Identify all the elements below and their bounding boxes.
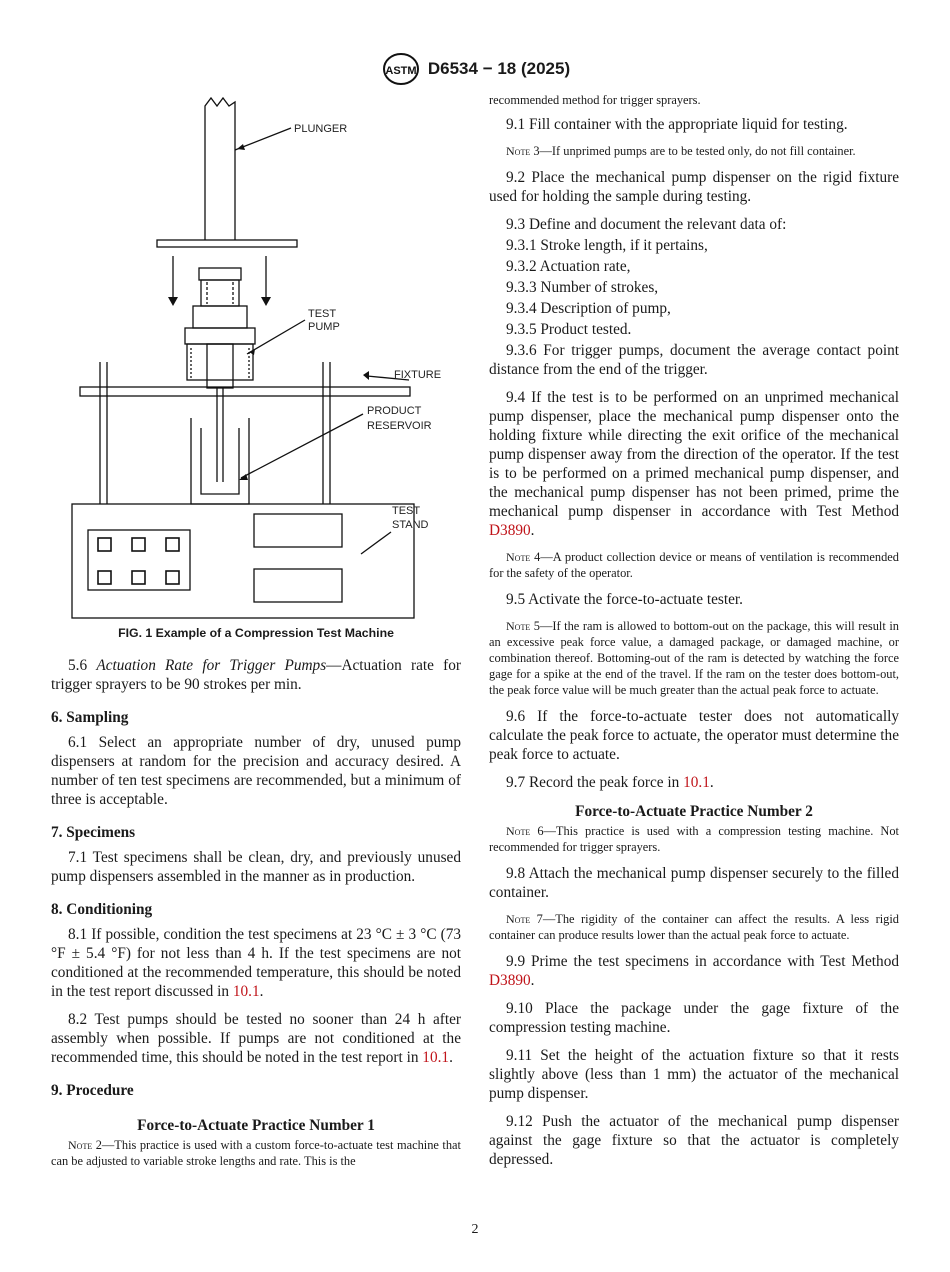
note-2-continued: recommended method for trigger sprayers. [489,93,701,107]
label-fixture: FIXTURE [394,369,442,381]
section-9-3-3: 9.3.3 Number of strokes, [506,279,659,296]
note-7: Note 7—The rigidity of the container can affect the results. A less rigid container can produce results lower than the actual peak force to actuate. [489,912,899,942]
label-stand-2: STAND [392,519,429,531]
label-reservoir-1: PRODUCT [367,405,422,417]
section-6-1: 6.1 Select an appropriate number of dry, unused pump dispensers at random for the precision and accuracy desired. A number of ten test specimens are recommended, but a minimum of three is acceptable. [51,734,461,808]
label-reservoir-2: RESERVOIR [367,420,432,432]
section-9-3-5: 9.3.5 Product tested. [506,321,632,338]
stand-button [166,538,179,551]
link-10-1[interactable]: 10.1 [232,983,260,1000]
label-test-pump-1: TEST [308,308,337,320]
note-5: Note 5—If the ram is allowed to bottom-out on the package, this will result in an excessive peak force value, a damaged package, or damaged machine, or combination thereof. Bottoming-out of the ram is detected by watching the force gage for a spike at the end of the travel. If the ram on the tester does bottom-out, the peak force value will be much greater than the actual peak force to actuate. [489,619,899,697]
stand-button [98,538,111,551]
astm-logo [380,52,422,86]
link-10-1[interactable]: 10.1 [422,1049,450,1066]
section-9-10: 9.10 Place the package under the gage fixture of the compression testing machine. [489,1000,899,1036]
section-9-11: 9.11 Set the height of the actuation fixture so that it rests slightly above (less than 1 mm) the actuator of the mechanical pump dispenser. [489,1047,899,1102]
section-5-6: 5.6 Actuation Rate for Trigger Pumps—Actuation rate for trigger sprayers to be 90 strokes per min. [51,657,461,693]
section-7-1: 7.1 Test specimens shall be clean, dry, and previously unused pump dispensers assembled in the manner as in production. [51,849,461,885]
section-9-3-2: 9.3.2 Actuation rate, [506,258,631,275]
compression-machine-diagram [51,92,461,622]
link-d3890[interactable]: D3890 [489,522,531,539]
section-9-3-6: 9.3.6 For trigger pumps, document the average contact point distance from the end of the trigger. [489,342,899,378]
section-9-5: 9.5 Activate the force-to-actuate tester. [506,591,743,608]
label-test-pump-2: PUMP [308,321,340,333]
label-plunger: PLUNGER [294,123,348,135]
section-9-3-4: 9.3.4 Description of pump, [506,300,671,317]
right-column [489,92,899,1178]
heading-sampling: 6. Sampling [51,709,129,726]
figure-caption: FIG. 1 Example of a Compression Test Machine [118,626,394,640]
note-4: Note 4—A product collection device or means of ventilation is recommended for the safety of the operator. [489,550,899,580]
heading-specimens: 7. Specimens [51,824,136,841]
section-9-4: 9.4 If the test is to be performed on an unprimed mechanical pump dispenser, place the mechanical pump dispenser onto the holding fixture while directing the exit orifice of the mechanical pump dispenser away from the direction of the operator. If the test is to be performed on a primed mechanical pump dispenser, and the mechanical pump dispenser has not been primed, prime the mechanical pump dispenser in accordance with Test Method D3890. [489,389,899,539]
link-d3890[interactable]: D3890 [489,972,531,989]
stand-button [98,571,111,584]
page-number: 2 [471,1222,479,1237]
section-9-6: 9.6 If the force-to-actuate tester does not automatically calculate the peak force to actuate, the operator must determine the peak force to actuate. [489,708,899,763]
section-9-9: 9.9 Prime the test specimens in accordance with Test Method D3890. [489,953,899,989]
left-column [51,92,461,1178]
page-header [0,52,950,86]
subheading-practice-2: Force-to-Actuate Practice Number 2 [575,803,813,820]
heading-conditioning: 8. Conditioning [51,901,153,918]
note-2: Note 2—This practice is used with a custom force-to-actuate test machine that can be adjusted to variable stroke lengths and rate. This is the [51,1138,461,1168]
stand-button [132,571,145,584]
note-3: Note 3—If unprimed pumps are to be tested only, do not fill container. [506,144,856,158]
label-stand-1: TEST [392,505,421,517]
heading-procedure: 9. Procedure [51,1082,134,1099]
section-9-3-1: 9.3.1 Stroke length, if it pertains, [506,237,708,254]
link-10-1[interactable]: 10.1 [683,774,710,791]
section-9-8: 9.8 Attach the mechanical pump dispenser securely to the filled container. [489,865,899,901]
figure-1 [51,92,461,640]
section-9-2: 9.2 Place the mechanical pump dispenser on the rigid fixture used for holding the sample during testing. [489,169,899,205]
section-8-1: 8.1 If possible, condition the test specimens at 23 °C ± 3 °C (73 °F ± 5.4 °F) for not less than 4 h. If the test specimens are not conditioned at the recommended temperature, this should be noted in the test report discussed in 10.1. [51,926,461,1000]
stand-button [132,538,145,551]
section-9-7: 9.7 Record the peak force in 10.1. [506,774,714,791]
note-6: Note 6—This practice is used with a compression testing machine. Not recommended for trigger sprayers. [489,824,899,854]
section-9-3: 9.3 Define and document the relevant data of: [506,216,787,233]
svg-text:ASTM: ASTM [385,65,417,77]
section-9-12: 9.12 Push the actuator of the mechanical pump dispenser against the gage fixture so that the actuator is completely depressed. [489,1113,899,1168]
subheading-practice-1: Force-to-Actuate Practice Number 1 [137,1117,375,1134]
section-8-2: 8.2 Test pumps should be tested no sooner than 24 h after assembly when possible. If pumps are not conditioned at the recommended time, this should be noted in the test report in 10.1. [51,1011,461,1066]
document-id: D6534 − 18 (2025) [427,59,571,78]
stand-button [166,571,179,584]
section-9-1: 9.1 Fill container with the appropriate liquid for testing. [506,116,848,133]
